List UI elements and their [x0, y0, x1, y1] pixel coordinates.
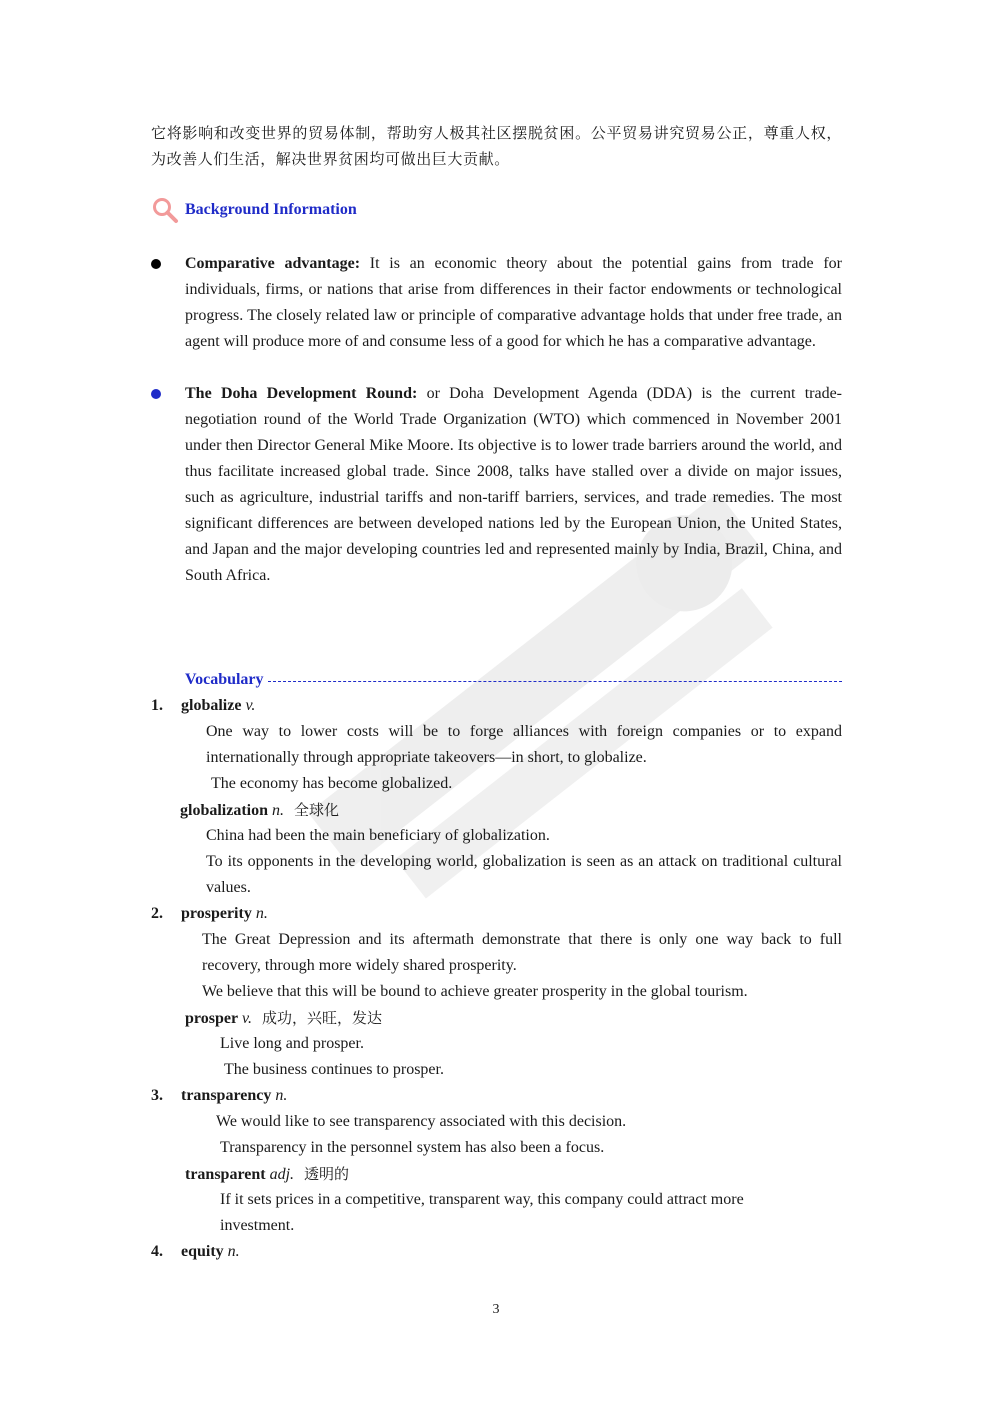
- example-sentence: If it sets prices in a competitive, transparent way, this company could attract more investment.: [220, 1191, 744, 1234]
- example-sentence: Transparency in the personnel system has also been a focus.: [220, 1139, 605, 1156]
- example-sentence: The economy has become globalized.: [211, 775, 453, 792]
- background-item-body: It is an economic theory about the potential gains from trade for individuals, firms, or nations that arise from differences in their factor endowments or technological progress. The closely related law or principle of comparative advantage holds that under free trade, an agent will produce more of and consume less of a good for which he has a comparative advantage.: [185, 255, 843, 350]
- vocab-entry-headword: [151, 1239, 240, 1265]
- derived-headword: prosper: [185, 1010, 239, 1027]
- headword: transparency: [181, 1087, 272, 1104]
- example-sentence: We would like to see transparency associated with this decision.: [216, 1113, 627, 1130]
- background-information-heading: [151, 196, 357, 224]
- chinese-gloss: 成功，兴旺，发达: [261, 1009, 382, 1027]
- headword: globalize: [181, 697, 242, 714]
- derived-headword: transparent: [185, 1166, 266, 1183]
- bullet-dot: [151, 259, 161, 269]
- example-sentence: To its opponents in the developing world, globalization is seen as an attack on traditional cultural values.: [206, 853, 842, 896]
- derived-headword: globalization: [180, 802, 269, 819]
- derived-word: [185, 1005, 382, 1032]
- example-sentence: One way to lower costs will be to forge alliances with foreign companies or to expand internationally through appropriate takeovers—in short, to globalize.: [206, 723, 842, 766]
- entry-number: 1.: [151, 697, 163, 714]
- example-sentence: The business continues to prosper.: [224, 1061, 444, 1078]
- vocab-entry-headword: [151, 693, 255, 719]
- background-item-term: The Doha Development Round:: [185, 385, 418, 402]
- background-information-title: Background Information: [185, 201, 357, 218]
- example-sentence: Live long and prosper.: [220, 1035, 364, 1052]
- entry-number: 4.: [151, 1243, 163, 1260]
- part-of-speech: adj.: [269, 1166, 295, 1183]
- part-of-speech: n.: [255, 905, 268, 922]
- background-item-body: or Doha Development Agenda (DDA) is the current trade-negotiation round of the World Trade Organization (WTO) which commenced in November 2001 under then Director General Mike Moore. Its objective is to lower trade barriers around the world, and thus facilitate increased global trade. Since 2008, talks have stalled over a divide on major issues, such as agriculture, industrial tariffs and non-tariff barriers, services, and trade remedies. The most significant differences are between developed nations led by the European Union, the United States, and Japan and the major developing countries led and represented mainly by India, Brazil, China, and South Africa.: [185, 385, 842, 584]
- chinese-gloss: 透明的: [304, 1165, 350, 1183]
- dashed-rule: [268, 681, 842, 682]
- vocab-entry-headword: [151, 1083, 287, 1109]
- bullet-dot: [151, 389, 161, 399]
- background-item-text: [185, 251, 842, 355]
- part-of-speech: v.: [242, 1010, 252, 1027]
- example-sentence: We believe that this will be bound to achieve greater prosperity in the global tourism.: [202, 983, 748, 1000]
- derived-word: [185, 1161, 349, 1188]
- background-item-term: Comparative advantage:: [185, 255, 361, 272]
- example-sentence: The Great Depression and its aftermath demonstrate that there is only one way back to full recovery, through more widely shared prosperity.: [202, 931, 842, 974]
- part-of-speech: n.: [227, 1243, 240, 1260]
- example-sentence: China had been the main beneficiary of globalization.: [206, 827, 550, 844]
- part-of-speech: n.: [272, 802, 285, 819]
- entry-number: 3.: [151, 1087, 163, 1104]
- magnifier-icon: [151, 196, 179, 224]
- vocabulary-title: Vocabulary: [185, 671, 264, 688]
- derived-word: [180, 797, 339, 824]
- headword: prosperity: [181, 905, 252, 922]
- part-of-speech: v.: [245, 697, 256, 714]
- vocabulary-heading: [185, 668, 842, 692]
- chinese-gloss: 全球化: [294, 801, 340, 819]
- intro-paragraph: 它将影响和改变世界的贸易体制，帮助穷人极其社区摆脱贫困。公平贸易讲究贸易公正，尊重人权，为改善人们生活，解决世界贫困均可做出巨大贡献。: [151, 124, 842, 168]
- background-item-text: [185, 381, 842, 589]
- vocab-entry-headword: [151, 901, 268, 927]
- page-number: 3: [492, 1302, 500, 1317]
- part-of-speech: n.: [275, 1087, 288, 1104]
- background-item-comparative-advantage: [151, 251, 842, 355]
- entry-number: 2.: [151, 905, 163, 922]
- background-item-doha-round: [151, 381, 842, 589]
- headword: equity: [181, 1243, 224, 1260]
